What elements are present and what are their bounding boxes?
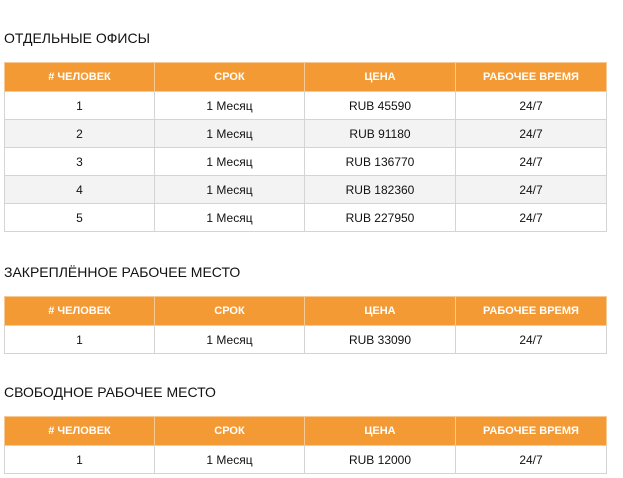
header-term: СРОК — [155, 63, 305, 92]
cell-people: 1 — [5, 326, 155, 354]
header-price: ЦЕНА — [305, 297, 456, 326]
cell-hours: 24/7 — [456, 148, 607, 176]
cell-term: 1 Месяц — [155, 446, 305, 474]
cell-hours: 24/7 — [456, 204, 607, 232]
table-row — [5, 92, 607, 120]
cell-people: 1 — [5, 92, 155, 120]
section-fixed-desk — [4, 264, 606, 347]
cell-price: RUB 91180 — [305, 120, 456, 148]
cell-hours: 24/7 — [456, 176, 607, 204]
cell-hours: 24/7 — [456, 120, 607, 148]
header-hours: РАБОЧЕЕ ВРЕМЯ — [456, 297, 607, 326]
cell-price: RUB 33090 — [305, 326, 456, 354]
header-people: # ЧЕЛОВЕК — [5, 297, 155, 326]
cell-people: 1 — [5, 446, 155, 474]
header-price: ЦЕНА — [305, 417, 456, 446]
header-hours: РАБОЧЕЕ ВРЕМЯ — [456, 63, 607, 92]
table-header-row — [5, 297, 607, 326]
cell-people: 5 — [5, 204, 155, 232]
section-title: СВОБОДНОЕ РАБОЧЕЕ МЕСТО — [4, 384, 216, 400]
table-row — [5, 120, 607, 148]
header-term: СРОК — [155, 417, 305, 446]
pricing-table — [4, 296, 607, 354]
cell-term: 1 Месяц — [155, 204, 305, 232]
cell-term: 1 Месяц — [155, 92, 305, 120]
section-hot-desk — [4, 384, 606, 467]
cell-people: 4 — [5, 176, 155, 204]
cell-price: RUB 12000 — [305, 446, 456, 474]
section-title: ЗАКРЕПЛЁННОЕ РАБОЧЕЕ МЕСТО — [4, 264, 241, 280]
cell-people: 2 — [5, 120, 155, 148]
cell-price: RUB 182360 — [305, 176, 456, 204]
table-row — [5, 176, 607, 204]
cell-term: 1 Месяц — [155, 176, 305, 204]
cell-hours: 24/7 — [456, 446, 607, 474]
table-row — [5, 446, 607, 474]
header-people: # ЧЕЛОВЕК — [5, 63, 155, 92]
table-row — [5, 204, 607, 232]
table-header-row — [5, 63, 607, 92]
table-header-row — [5, 417, 607, 446]
cell-price: RUB 136770 — [305, 148, 456, 176]
cell-price: RUB 227950 — [305, 204, 456, 232]
header-hours: РАБОЧЕЕ ВРЕМЯ — [456, 417, 607, 446]
cell-price: RUB 45590 — [305, 92, 456, 120]
cell-hours: 24/7 — [456, 92, 607, 120]
section-title: ОТДЕЛЬНЫЕ ОФИСЫ — [4, 30, 151, 46]
cell-people: 3 — [5, 148, 155, 176]
pricing-table — [4, 416, 607, 474]
table-row — [5, 148, 607, 176]
table-row — [5, 326, 607, 354]
cell-term: 1 Месяц — [155, 326, 305, 354]
pricing-table — [4, 62, 607, 232]
section-private-offices — [4, 30, 606, 225]
header-people: # ЧЕЛОВЕК — [5, 417, 155, 446]
cell-term: 1 Месяц — [155, 120, 305, 148]
header-price: ЦЕНА — [305, 63, 456, 92]
cell-term: 1 Месяц — [155, 148, 305, 176]
header-term: СРОК — [155, 297, 305, 326]
cell-hours: 24/7 — [456, 326, 607, 354]
